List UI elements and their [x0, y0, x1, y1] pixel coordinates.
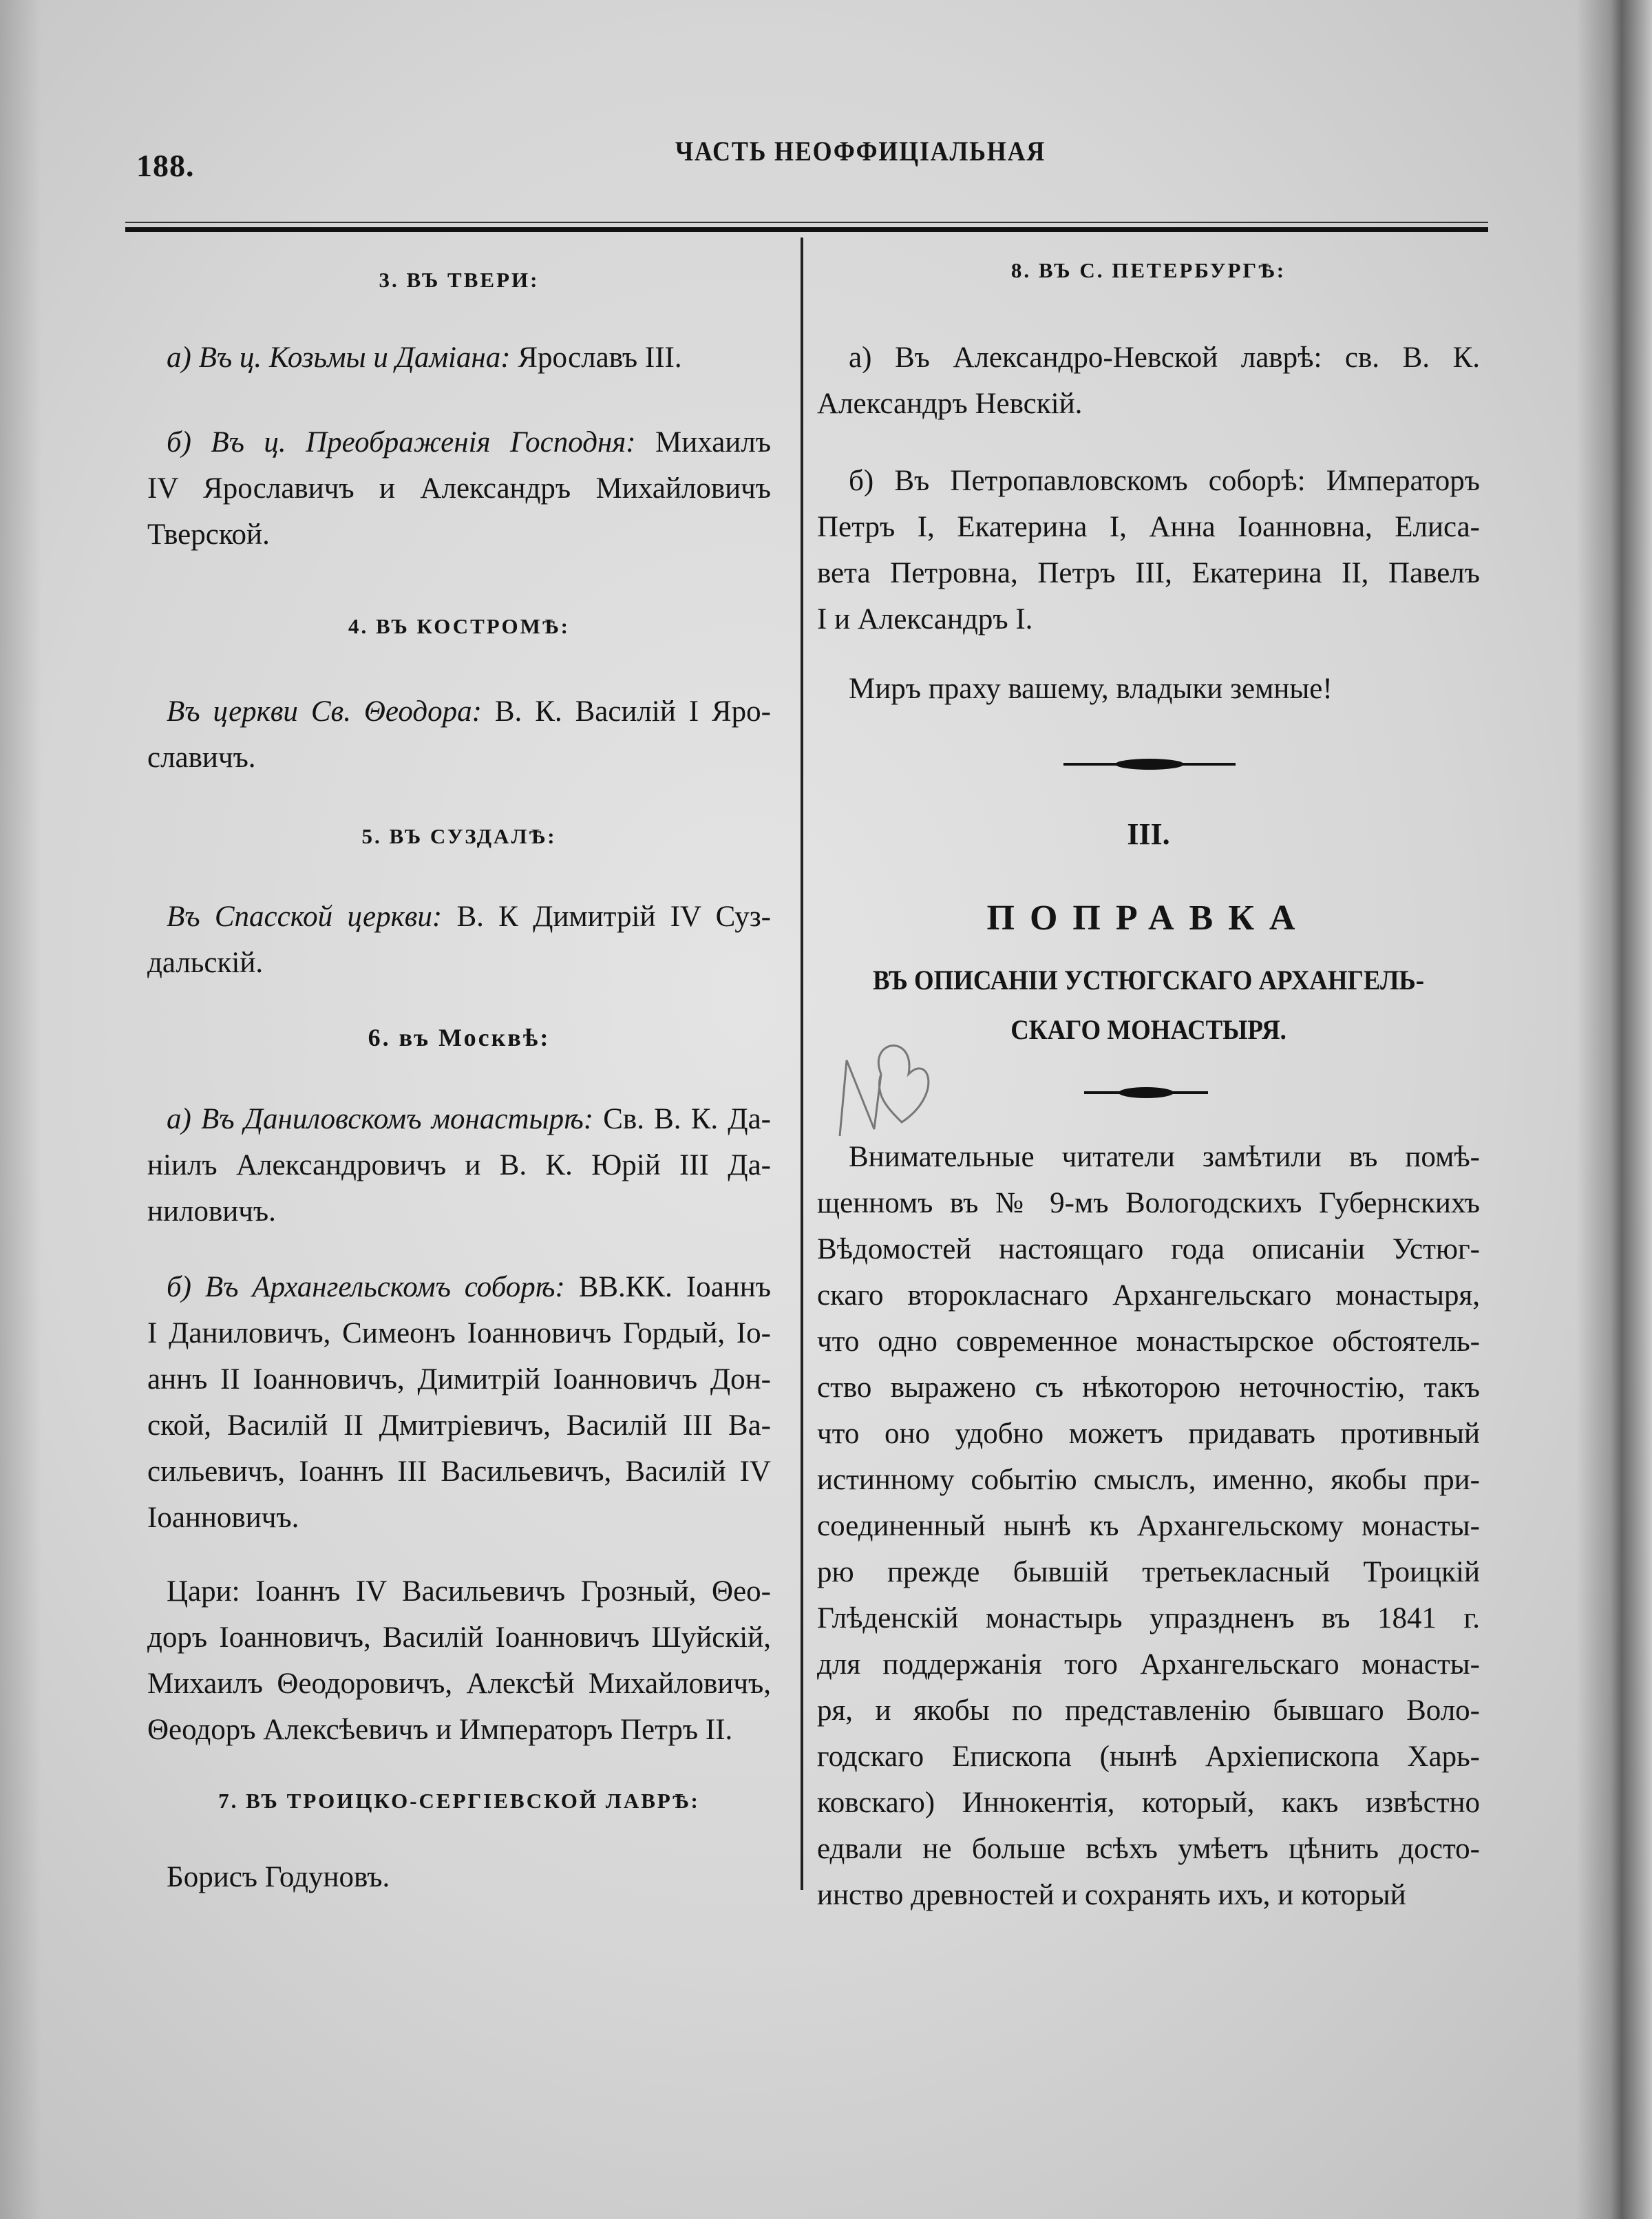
text-line: едвали не больше всѣхъ умѣетъ цѣнить досто- — [817, 1833, 1480, 1865]
text-line: III. — [1127, 817, 1170, 851]
header-rule-thin — [125, 222, 1488, 223]
left-heading-0 — [147, 257, 771, 303]
text-line — [147, 1264, 771, 1310]
text-line: Θеодоръ Алексѣевичъ и Императоръ Петръ II. — [147, 1714, 733, 1746]
text-line: Внимательные читатели замѣтили въ помѣ- — [849, 1141, 1480, 1173]
text-line: СКАГО МОНАСТЫРЯ. — [1010, 1014, 1286, 1045]
right-big-5 — [817, 891, 1480, 946]
text-line: что оно удобно можетъ придавать противный — [817, 1418, 1480, 1450]
page-number: 188. — [136, 148, 195, 183]
ornament-divider-icon — [1081, 1083, 1211, 1102]
text-line: ВЪ ОПИСАНIИ УСТЮГСКАГО АРХАНГЕЛЬ- — [873, 965, 1424, 996]
text-line: Петръ I, Екатерина I, Анна Iоанновна, Елиса- — [817, 511, 1480, 543]
italic-location: б) Въ Архангельскомъ соборѣ: — [167, 1271, 565, 1303]
text-line: истинному событiю смыслъ, именно, якобы при- — [817, 1464, 1480, 1496]
text-line: I и Александръ I. — [817, 603, 1033, 635]
text-line: 4. ВЪ КОСТРОМѢ: — [348, 614, 570, 638]
text-line: скаго второкласнаго Архангельскаго монастыря, — [817, 1279, 1480, 1312]
left-paragraph-2 — [147, 419, 771, 558]
text-line: Цари: Iоаннъ IV Васильевичъ Грозный, Θео- — [167, 1575, 771, 1608]
header-rule — [125, 227, 1488, 232]
text-line: б) Въ Петропавловскомъ соборѣ: Императоръ — [849, 465, 1480, 497]
names-text: В. К. Василiй I Яро- — [481, 695, 771, 728]
text-line: Вѣдомостей настоящаго года описанiи Устюг- — [817, 1233, 1480, 1265]
right-paragraph-2 — [817, 458, 1480, 642]
page-edge-shadow-right — [1576, 0, 1652, 2219]
text-line: щенномъ въ № 9-мъ Вологодскихъ Губернскихъ — [817, 1187, 1480, 1219]
right-paragraph-7 — [817, 1134, 1480, 1918]
italic-location: а) Въ Даниловскомъ монастырѣ: — [167, 1103, 594, 1135]
left-heading-5 — [147, 813, 771, 859]
text-line: сильевичъ, Iоаннъ III Васильевичъ, Василiй IV — [147, 1455, 771, 1488]
text-line: аннъ II Iоанновичъ, Димитрiй Iоанновичъ Дон- — [147, 1363, 771, 1396]
left-paragraph-12 — [147, 1854, 771, 1900]
text-line: ПОПРАВКА — [986, 898, 1311, 938]
text-line: IV Ярославичъ и Александръ Михайловичъ — [147, 472, 771, 505]
text-line: вета Петровна, Петръ III, Екатерина II, Павелъ — [817, 557, 1480, 589]
text-line: ря, и якобы по представленiю бывшаго Воло- — [817, 1694, 1480, 1727]
text-line: 8. ВЪ С. ПЕТЕРБУРГѢ: — [1010, 258, 1286, 282]
text-line: Iоанновичъ. — [147, 1502, 299, 1534]
text-line: рю прежде бывшiй третьекласный Троицкiй — [817, 1556, 1480, 1588]
text-line: 6. въ Москвѣ: — [368, 1024, 551, 1051]
page-edge-shadow-left — [0, 0, 41, 2219]
text-line: славичъ. — [147, 742, 256, 774]
right-paragraph-3 — [817, 666, 1480, 712]
text-line — [147, 1096, 771, 1142]
text-line: для поддержанiя того Архангельскаго монасты- — [817, 1648, 1480, 1681]
text-line: Борисъ Годуновъ. — [167, 1861, 390, 1893]
left-paragraph-10 — [147, 1568, 771, 1753]
names-text: ВВ.КК. Iоаннъ — [564, 1271, 771, 1303]
text-line: ковскаго) Иннокентiя, который, какъ извѣстно — [817, 1787, 1480, 1819]
text-line: Глѣденскiй монастырь упраздненъ въ 1841 г. — [817, 1602, 1480, 1634]
names-text: Ярославъ III. — [510, 341, 682, 374]
text-line: что одно современное монастырское обстоятель- — [817, 1325, 1480, 1358]
left-heading-11 — [147, 1778, 771, 1824]
right-heading-0 — [817, 247, 1480, 293]
left-heading-7 — [147, 1015, 771, 1061]
text-line: ской, Василiй II Дмитрiевичъ, Василiй III Ва- — [147, 1409, 771, 1442]
text-line: нiилъ Александровичъ и В. К. Юрiй III Да- — [147, 1149, 771, 1181]
text-line: 5. ВЪ СУЗДАЛѢ: — [361, 824, 557, 848]
text-line: ство выражено съ нѣкоторою неточностiю, такъ — [817, 1371, 1480, 1404]
text-line: ниловичъ. — [147, 1195, 276, 1228]
text-line: Михаилъ Θеодоровичъ, Алексѣй Михайловичъ, — [147, 1668, 771, 1700]
text-line: а) Въ Александро-Невской лаврѣ: св. В. К. — [849, 341, 1480, 374]
text-line — [147, 688, 771, 735]
text-line: инство древностей и сохранять ихъ, и который — [817, 1879, 1406, 1911]
left-paragraph-4 — [147, 688, 771, 781]
left-heading-3 — [147, 603, 771, 649]
text-line: 3. ВЪ ТВЕРИ: — [379, 268, 540, 292]
text-line: доръ Iоанновичъ, Василiй Iоанновичъ Шуйскiй, — [147, 1621, 771, 1654]
text-line: дальскiй. — [147, 947, 264, 979]
right-roman-4 — [817, 811, 1480, 857]
names-text: В. К Димитрiй IV Суз- — [442, 901, 771, 933]
names-text: Св. В. К. Да- — [593, 1103, 771, 1135]
left-paragraph-8 — [147, 1096, 771, 1234]
right-paragraph-1 — [817, 335, 1480, 427]
left-paragraph-1 — [147, 335, 771, 381]
text-line: I Даниловичъ, Симеонъ Iоанновичъ Гордый, Iо- — [147, 1317, 771, 1349]
handwritten-mark-icon — [826, 1033, 943, 1150]
text-line — [147, 335, 771, 381]
text-line: Тверской. — [147, 518, 270, 551]
ornament-divider-icon — [1060, 755, 1239, 774]
running-title: ЧАСТЬ НЕОФФИЦIАЛЬНАЯ — [675, 136, 1046, 167]
text-line — [147, 894, 771, 940]
italic-location: Въ Спасской церкви: — [167, 901, 443, 933]
text-line: Александръ Невскiй. — [817, 388, 1083, 420]
italic-location: Въ церкви Св. Θеодора: — [167, 695, 482, 728]
text-line — [147, 419, 771, 465]
text-line: Миръ праху вашему, владыки земные! — [849, 673, 1333, 705]
text-line: годскаго Епископа (нынѣ Архiепископа Харь- — [817, 1741, 1480, 1773]
italic-location: а) Въ ц. Козьмы и Дамiана: — [167, 341, 511, 374]
column-divider — [801, 238, 803, 1890]
italic-location: б) Въ ц. Преображенiя Господня: — [167, 426, 636, 459]
names-text: Михаилъ — [635, 426, 771, 459]
left-paragraph-6 — [147, 894, 771, 986]
left-paragraph-9 — [147, 1264, 771, 1541]
text-line: 7. ВЪ ТРОИЦКО-СЕРГIЕВСКОЙ ЛАВРѢ: — [218, 1789, 700, 1813]
text-line: соединенный нынѣ къ Архангельскому монасты- — [817, 1510, 1480, 1542]
